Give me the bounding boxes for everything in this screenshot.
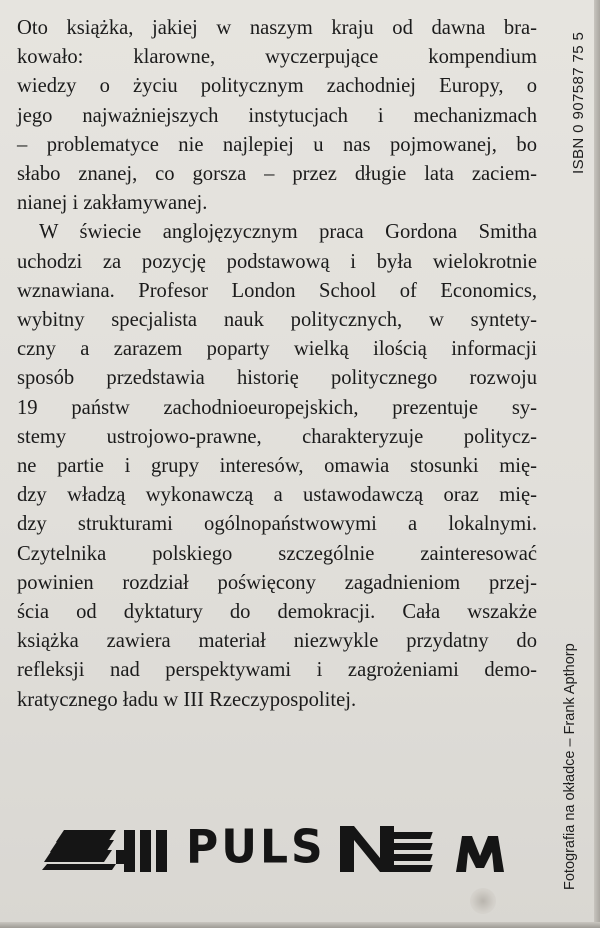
blurb-line: dzy strukturami ogólnopaństwowymi a lokalnymi. <box>17 513 537 536</box>
blurb-paragraph-2 <box>17 218 537 714</box>
isbn-text: ISBN 0 907587 75 5 <box>570 31 587 174</box>
isbn-number <box>566 24 594 174</box>
blurb-line: książka zawiera materiał niezwykle przydatny do <box>17 630 537 653</box>
photo-credit-text: Fotografia na okładce – Frank Apthorp <box>562 643 578 890</box>
blurb-line: jego najważniejszych instytucjach i mechanizmach <box>17 104 537 127</box>
blurb-line: ne partie i grupy interesów, omawia stosunki mię- <box>17 455 537 478</box>
blurb-line: czny a zarazem poparty wielką ilością informacji <box>17 338 537 361</box>
cover-right-edge <box>594 0 600 928</box>
blurb-line: kratycznego ładu w III Rzeczypospolitej. <box>17 688 357 711</box>
blurb-line: uchodzi za pozycję podstawową i była wielokrotnie <box>17 250 537 273</box>
blurb-line: wiedzy o życiu politycznym zachodniej Europy, o <box>17 75 537 98</box>
blurb-line: – problematyce nie najlepiej u nas pojmowanej, bo <box>17 133 537 156</box>
blurb-line: słabo znanej, co gorsza – przez długie lata zaciem- <box>17 163 537 186</box>
blurb-line: powinien rozdział poświęcony zagadnieniom przej- <box>17 571 537 594</box>
logo-left-stripes-icon <box>38 812 178 876</box>
blurb-line: Oto książka, jakiej w naszym kraju od dawna bra- <box>17 17 537 39</box>
blurb-line: 19 państw zachodnioeuropejskich, prezentuje sy- <box>17 396 537 419</box>
blurb-paragraph-1 <box>17 14 537 218</box>
blurb-line: wznawiana. Profesor London School of Economics, <box>17 279 537 302</box>
publisher-logo <box>38 812 518 876</box>
logo-right-stripes-icon <box>338 812 518 876</box>
blurb-line: ścia od dyktatury do demokracji. Cała wszakże <box>17 601 537 624</box>
cover-bottom-edge <box>0 922 600 928</box>
blurb-line: kowało: klarowne, wyczerpujące kompendium <box>17 46 537 69</box>
blurb-line: dzy władzą wykonawczą a ustawodawczą oraz mię- <box>17 484 537 507</box>
blurb-line: W świecie anglojęzycznym praca Gordona Smitha <box>39 221 537 244</box>
blurb-line: nianej i zakłamywanej. <box>17 192 208 215</box>
blurb-line: sposób przedstawia historię politycznego rozwoju <box>17 367 537 390</box>
photo-credit <box>558 600 586 890</box>
blurb-line: refleksji nad perspektywami i zagrożeniami demo- <box>17 659 537 682</box>
blurb-line: wybitny specjalista nauk politycznych, w syntety- <box>17 309 537 332</box>
blurb-line: Czytelnika polskiego szczególnie zainteresować <box>17 542 537 565</box>
logo-wordmark: PULS <box>186 820 326 875</box>
blurb-text <box>17 14 537 715</box>
paper-stain <box>470 888 496 914</box>
blurb-line: stemy ustrojowo-prawne, charakteryzuje politycz- <box>17 425 537 448</box>
